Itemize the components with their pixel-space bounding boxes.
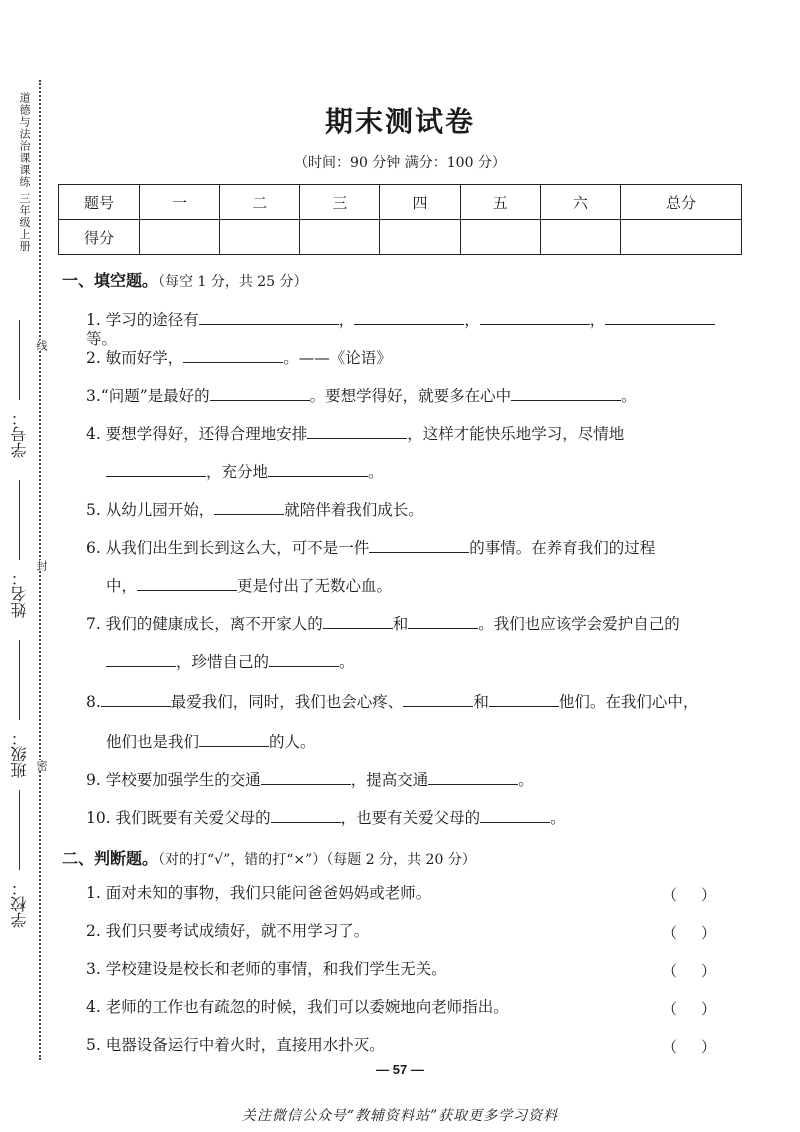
- q2-blank-1[interactable]: [183, 346, 283, 363]
- q8-blank-1[interactable]: [101, 690, 171, 707]
- cut-mark-seal: 封: [35, 560, 48, 571]
- q1-sep-2: ，: [464, 311, 480, 329]
- section2-title: 二、判断题。: [62, 849, 159, 868]
- score-input-q4[interactable]: [380, 220, 460, 255]
- judge-answer-5[interactable]: （）: [661, 1038, 740, 1056]
- cut-mark-secret: 密: [35, 760, 48, 771]
- page-title: 期末测试卷: [324, 105, 475, 138]
- question-6: [86, 536, 746, 558]
- judge-item-5: [86, 1036, 746, 1055]
- cut-mark-line: 线: [35, 340, 48, 351]
- question-8: [86, 690, 746, 712]
- q3-text: 3.“问题”是最好的: [86, 387, 210, 405]
- question-7-line-2: [106, 650, 766, 672]
- school-label: 学校：: [10, 880, 29, 928]
- cell-question-number: 题号: [59, 185, 140, 220]
- q7-text-2: 和: [392, 615, 409, 633]
- q8-blank-4[interactable]: [199, 730, 269, 747]
- judge-item-2: [86, 922, 746, 941]
- q3-end: 。: [621, 387, 637, 405]
- q2-text: 2. 敏而好学，: [86, 349, 184, 367]
- judge-answer-3[interactable]: （）: [661, 962, 740, 980]
- judge-item-5-text: 5. 电器设备运行中着火时，直接用水扑灭。: [86, 1036, 385, 1054]
- q4-text: 4. 要想学得好，还得合理地安排: [86, 425, 308, 443]
- q7-text-3: 。我们也应该学会爱护自己的: [478, 615, 680, 633]
- student-number-line: [19, 320, 20, 400]
- q10-end: 。: [550, 809, 566, 827]
- q6-text-2: 的事情。在养育我们的过程: [469, 539, 656, 557]
- q7-end: 。: [339, 653, 355, 671]
- cell-q5: 五: [460, 185, 540, 220]
- question-6-line-2: [106, 574, 766, 596]
- q9-blank-2[interactable]: [428, 768, 518, 785]
- section2-note: （对的打“√”，错的打“×”）（每题 2 分，共 20 分）: [158, 852, 476, 868]
- q7-blank-1[interactable]: [323, 612, 393, 629]
- q4-text-2: ，这样才能快乐地学习，尽情地: [407, 425, 625, 443]
- cell-score-label: 得分: [59, 220, 140, 255]
- score-table-score-row: [59, 220, 742, 255]
- q8-text-2: 和: [473, 693, 489, 711]
- question-7: [86, 612, 746, 634]
- q10-text-2: ，也要有关爱父母的: [340, 809, 481, 827]
- question-9: [86, 768, 746, 790]
- q9-blank-1[interactable]: [261, 768, 351, 785]
- judge-item-4: [86, 998, 746, 1017]
- class-label: 班级：: [10, 730, 29, 778]
- q3-blank-1[interactable]: [210, 384, 310, 401]
- cell-total: 总分: [621, 185, 742, 220]
- q9-text: 9. 学校要加强学生的交通: [86, 771, 261, 789]
- q8-text: 最爱我们，同时，我们也会心疼、: [170, 693, 404, 711]
- score-input-q2[interactable]: [220, 220, 300, 255]
- q7-text: 7. 我们的健康成长，离不开家人的: [86, 615, 323, 633]
- q3-text-2: 。要想学得好，就要多在心中: [309, 387, 512, 405]
- q8-text-4: 他们也是我们: [106, 733, 200, 751]
- q10-text: 10. 我们既要有关爱父母的: [86, 809, 271, 827]
- q10-blank-1[interactable]: [271, 806, 341, 823]
- judge-item-1: [86, 884, 746, 903]
- q2-end: 。——《论语》: [283, 349, 392, 367]
- score-input-q5[interactable]: [460, 220, 540, 255]
- judge-item-3-text: 3. 学校建设是校长和老师的事情，和我们学生无关。: [86, 960, 447, 978]
- q8-blank-2[interactable]: [403, 690, 473, 707]
- q6-end: 更是付出了无数心血。: [237, 577, 393, 595]
- q5-end: 就陪伴着我们成长。: [284, 501, 424, 519]
- footer-promo: 关注微信公众号“教辅资料站”获取更多学习资料: [241, 1108, 559, 1124]
- exam-time-score: （时间：90 分钟 满分：100 分）: [294, 155, 506, 171]
- cell-q6: 六: [540, 185, 620, 220]
- q1-end: 等。: [86, 329, 118, 348]
- q1-blank-3[interactable]: [480, 308, 590, 325]
- judge-item-2-text: 2. 我们只要考试成绩好，就不用学习了。: [86, 922, 370, 940]
- score-table: [58, 184, 742, 255]
- q10-blank-2[interactable]: [480, 806, 550, 823]
- q8-blank-3[interactable]: [489, 690, 559, 707]
- judge-answer-2[interactable]: （）: [661, 924, 740, 942]
- q4-text-3: ，充分地: [206, 463, 269, 481]
- judge-answer-1[interactable]: （）: [661, 886, 740, 904]
- section1-note: （每空 1 分，共 25 分）: [158, 274, 308, 290]
- book-title-vertical: 道德与法治课课练 三年级上册: [18, 92, 31, 253]
- q9-text-2: ，提高交通: [350, 771, 429, 789]
- q7-text-4: ，珍惜自己的: [176, 653, 270, 671]
- judge-item-4-text: 4. 老师的工作也有疏忽的时候，我们可以委婉地向老师指出。: [86, 998, 509, 1016]
- q4-blank-2[interactable]: [106, 460, 206, 477]
- score-input-q1[interactable]: [140, 220, 220, 255]
- q6-text-3: 中，: [106, 577, 138, 595]
- question-4: [86, 422, 746, 444]
- section1-title: 一、填空题。: [62, 271, 159, 290]
- q4-end: 。: [368, 463, 384, 481]
- cell-q2: 二: [220, 185, 300, 220]
- school-line: [19, 790, 20, 870]
- score-input-q6[interactable]: [540, 220, 620, 255]
- q4-blank-3[interactable]: [268, 460, 368, 477]
- student-number-label: 学号：: [10, 410, 29, 458]
- q7-blank-4[interactable]: [269, 650, 339, 667]
- q3-blank-2[interactable]: [511, 384, 621, 401]
- q8-end: 的人。: [269, 733, 316, 751]
- q1-sep-3: ，: [589, 311, 606, 329]
- judge-answer-4[interactable]: （）: [661, 1000, 740, 1018]
- question-3: [86, 384, 746, 406]
- q5-text: 5. 从幼儿园开始，: [86, 501, 215, 519]
- question-4-line-2: [106, 460, 766, 482]
- question-10: [86, 806, 746, 828]
- name-line: [19, 480, 20, 560]
- q7-blank-3[interactable]: [106, 650, 176, 667]
- q4-blank-1[interactable]: [307, 422, 407, 439]
- page-number: — 57 —: [376, 1062, 424, 1077]
- question-5: [86, 498, 746, 520]
- q7-blank-2[interactable]: [408, 612, 478, 629]
- q6-blank-1[interactable]: [369, 536, 469, 553]
- q6-text: 6. 从我们出生到长到这么大，可不是一件: [86, 539, 370, 557]
- question-1: [86, 308, 746, 348]
- q6-blank-2[interactable]: [137, 574, 237, 591]
- cell-q4: 四: [380, 185, 460, 220]
- question-8-line-2: [106, 730, 766, 752]
- q8-text-3: 他们。在我们心中，: [558, 693, 699, 711]
- q1-text: 1. 学习的途径有: [86, 311, 199, 329]
- cell-q3: 三: [300, 185, 380, 220]
- score-input-total[interactable]: [621, 220, 742, 255]
- class-line: [19, 640, 20, 720]
- section-fill-blank-heading: [62, 268, 752, 291]
- q8-num: 8.: [86, 693, 101, 711]
- judge-item-3: [86, 960, 746, 979]
- score-table-header-row: [59, 185, 742, 220]
- name-label: 姓名：: [10, 570, 29, 618]
- q1-blank-2[interactable]: [354, 308, 464, 325]
- q1-blank-4[interactable]: [605, 308, 715, 325]
- q1-blank-1[interactable]: [199, 308, 339, 325]
- q9-end: 。: [518, 771, 534, 789]
- judge-item-1-text: 1. 面对未知的事物，我们只能问爸爸妈妈或老师。: [86, 884, 432, 902]
- section-true-false-heading: [62, 846, 752, 869]
- q5-blank-1[interactable]: [214, 498, 284, 515]
- cell-q1: 一: [140, 185, 220, 220]
- score-input-q3[interactable]: [300, 220, 380, 255]
- q1-sep-1: ，: [338, 311, 355, 329]
- question-2: [86, 346, 746, 368]
